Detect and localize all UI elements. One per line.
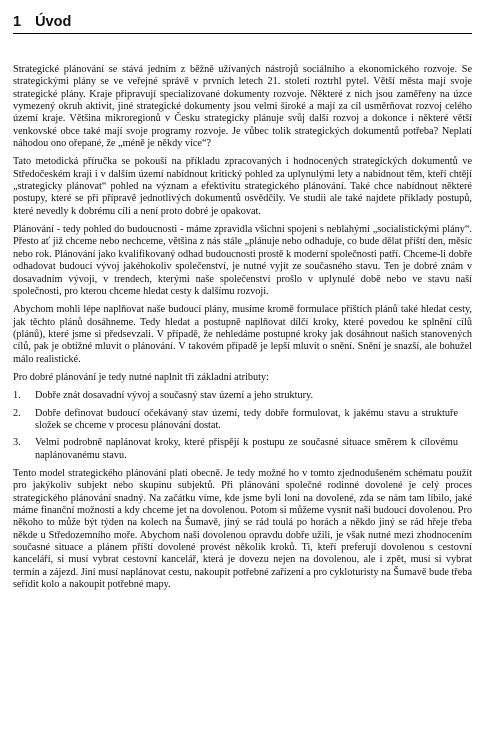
paragraph: Tento model strategického plánování platí obecně. Je tedy možné ho v tomto zjednodušeném schématu použít pro jakýkoliv subjekt nebo skupinu subjektů. Při plánování společné rodinné dovolené je celý proces strategického plánování snadný. Na začátku víme, kde jsme byli loni na dovolené, zda se nám tam líbilo, jaké máme finanční možnosti a kdy chceme jet na dovolenou. Potom si můžeme vysnít naši budoucí dovolenou. Pro někoho to může být týden na kolech na Šumavě, jiný se rád toulá po horách a někdo jiný se rád hřeje třeba někde u Středozemního moře. Abychom naši dovolenou opravdu dobře užili, je však nutné mezi zhodnocením současné situace a plánem příští dovolené provést několik kroků. Ti, kteří preferují dovolenou s cestovní kanceláří, si musí vybrat cestovní kancelář, která je dovezu nejen na dovolenou, ale i zpět, musí si vybrat termín a zájezd. Jiní musí naplánovat cestu, nakoupit potřebné zařízení a pro cykloturisty na Šumavě bude třeba seřídit kolo a nakoupit potřebné mapy. [13,467,472,591]
list-item [13,390,472,402]
list-item-number: 2. [13,407,21,419]
list-item-number: 3. [13,437,21,449]
paragraph: Abychom mohli lépe naplňovat naše budoucí plány, musíme kromě formulace příštích plánů také hledat cesty, jak těchto plánů dosáhneme. Tedy hledat a postupně naplňovat dílčí kroky, které povedou ke splnění cílů (plánů), které jsme si předsevzali. V případě, že nehledáme postupné kroky jak dosáhnout našich stanovených cílů, pak je obtížné mluvit o plánování. V takovém případě je lepší mluvit o snění. Snění je snazší, ale bohužel málo realistické. [13,304,472,365]
list-item [13,437,472,462]
section-number: 1 [13,14,22,30]
paragraph: Strategické plánování se stává jedním z běžně užívaných nástrojů sociálního a ekonomického rozvoje. Se strategickými plány se ve veřejné správě v prvních letech 21. století roztrhl pytel. Větší města mají svoje strategické plány. Kraje připravují specializované dokumenty rozvoje. Některé z nich jsou zaměřeny na úzce vymezený okruh aktivit, jiné strategické dokumenty jsou velmi široké a mají za cíl usměrňovat rozvoj celého území kraje. Většina mikroregionů v Česku strategicky plánuje svůj další rozvoj a dokonce i některé větší venkovské obce také mají svoje programy rozvoje. Je vůbec tolik strategických dokumentů potřeba? Neplatí náhodou ono ořepané, že „méně je někdy více“? [13,64,472,150]
section-heading [13,14,472,34]
document-page [13,14,472,597]
list-item [13,408,472,433]
attribute-list [13,390,472,462]
section-title: Úvod [35,14,72,30]
list-item-text: Velmi podrobně naplánovat kroky, které přispějí k postupu ze současné situace směrem k cílovému naplánovanému stavu. [35,437,458,461]
list-item-text: Dobře znát dosavadní vývoj a současný stav území a jeho struktury. [35,390,314,402]
paragraph: Pro dobré plánování je tedy nutné naplnit tři základní atributy: [13,371,269,383]
paragraph: Tato metodická příručka se pokouší na příkladu zpracovaných i hodnocených strategických dokumentů ve Středočeském kraji i v dalším území nabídnout kritický pohled za uplynulými lety a nabídnout těm, kteří chtějí „strategicky plánovat“ pohled na význam a efektivitu strategického plánování. Také chce nabídnout některé postupy, které se při přípravě jednotlivých dokumentů osvědčily. Ve studii ale také najdete příklady postupů, které nevedly k dobrému cíli a není proto dobré je opakovat. [13,156,472,217]
list-item-text: Dobře definovat budoucí očekávaný stav území, tedy dobře formulovat, k jakému stavu a struktuře složek se chceme v procesu plánování dostat. [35,407,458,431]
document-body [13,64,472,591]
list-item-number: 1. [13,390,21,402]
paragraph: Plánování - tedy pohled do budoucnosti - máme zpravidla všichni spojeni s neblahými „socialistickými plány“. Přesto ať již chceme nebo nechceme, většina z nás stále „plánuje nebo odhaduje, co bude dělat příští den, měsíc nebo rok. Plánování jako kvalifikovaný odhad budoucnosti prostě k moderní společnosti patří. Chceme-li dobře odhadovat budoucí vývoj jakéhokoliv společenství, je nutné vyjít ze současného stavu. Ten je dobré znám v dosavadním vývoji, v trendech, kterými naše společenství prošlo v uplynulé době nebo ve stavu naší společnosti, pro kterou chceme hledat cesty k dalšímu rozvoji. [13,224,472,297]
